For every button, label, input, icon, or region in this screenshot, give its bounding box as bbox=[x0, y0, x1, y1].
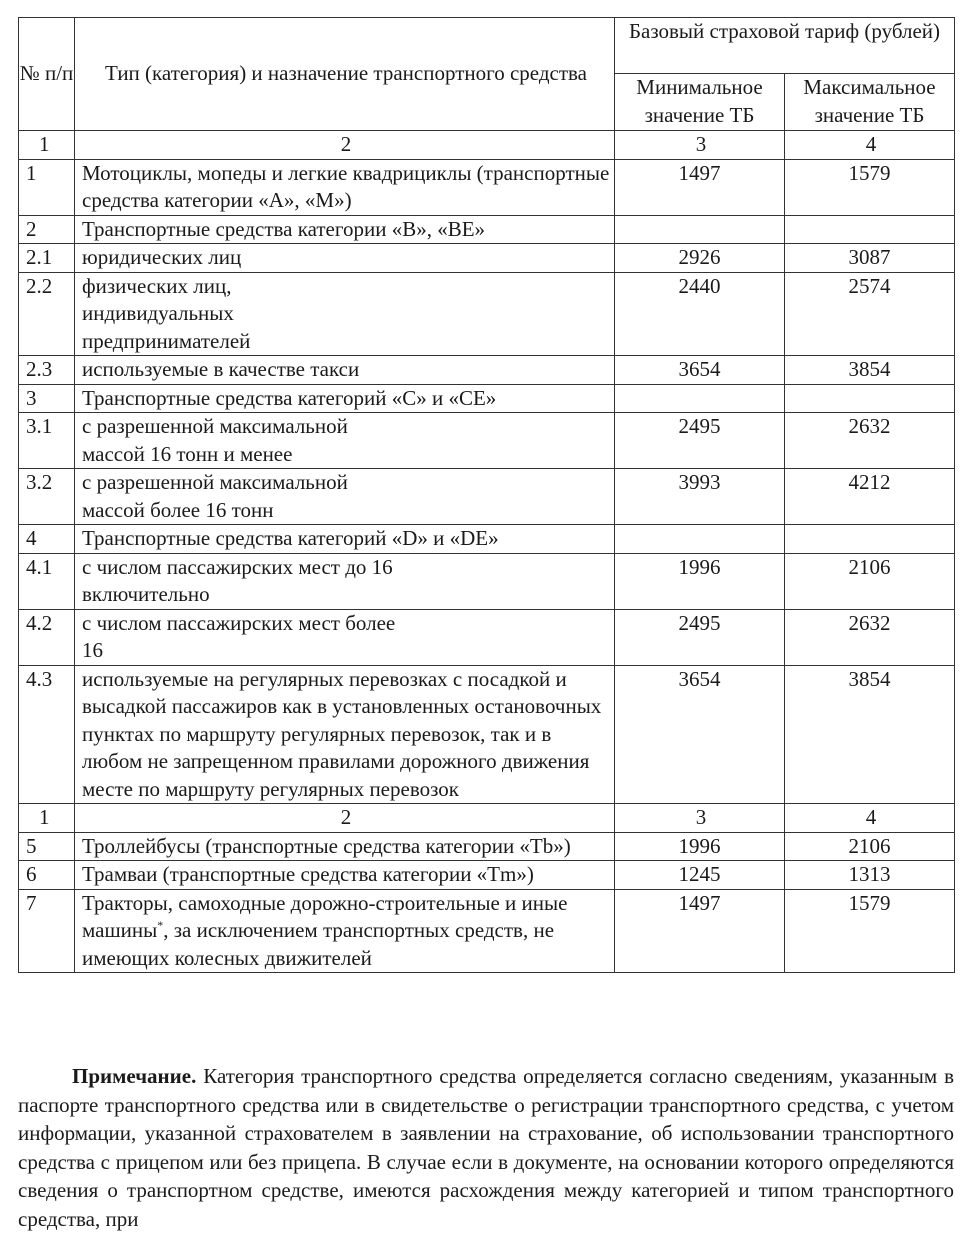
row-num: 3.2 bbox=[19, 469, 75, 525]
row-num: 3.1 bbox=[19, 413, 75, 469]
row-num: 4.1 bbox=[19, 553, 75, 609]
row-num: 1 bbox=[19, 159, 75, 215]
row-text: с числом пассажирских мест более 16 bbox=[75, 609, 615, 665]
row-num: 2 bbox=[19, 215, 75, 244]
row-min bbox=[615, 525, 785, 554]
row-text: Троллейбусы (транспортные средства категории «Tb») bbox=[75, 832, 615, 861]
row-max bbox=[785, 525, 955, 554]
colnum-3: 3 bbox=[615, 804, 785, 833]
row-text bbox=[75, 889, 615, 973]
row-max: 2106 bbox=[785, 553, 955, 609]
row-max bbox=[785, 384, 955, 413]
row-text: юридических лиц bbox=[75, 244, 615, 273]
row-max: 1579 bbox=[785, 889, 955, 973]
tariff-table bbox=[18, 17, 955, 973]
row-max: 3087 bbox=[785, 244, 955, 273]
row-min: 1996 bbox=[615, 832, 785, 861]
table-row bbox=[19, 525, 955, 554]
row-num: 4 bbox=[19, 525, 75, 554]
table-row bbox=[19, 832, 955, 861]
table-row bbox=[19, 215, 955, 244]
table-header-row bbox=[19, 18, 955, 74]
note-paragraph bbox=[18, 1062, 954, 1233]
table-row bbox=[19, 272, 955, 356]
row-num: 4.3 bbox=[19, 665, 75, 804]
row-num: 2.1 bbox=[19, 244, 75, 273]
row-min: 3993 bbox=[615, 469, 785, 525]
row-text: с числом пассажирских мест до 16 включительно bbox=[75, 553, 615, 609]
header-num: № п/п bbox=[19, 18, 75, 131]
row-text-part-b: , за исключением транспортных средств, не имеющих колесных движителей bbox=[82, 918, 555, 970]
row-min: 1996 bbox=[615, 553, 785, 609]
table-row bbox=[19, 861, 955, 890]
row-min: 2495 bbox=[615, 609, 785, 665]
row-text: Мотоциклы, мопеды и легкие квадрициклы (транспортные средства категории «А», «М») bbox=[75, 159, 615, 215]
row-min: 2926 bbox=[615, 244, 785, 273]
header-min: Минимальное значение ТБ bbox=[615, 74, 785, 131]
table-row bbox=[19, 384, 955, 413]
colnum-4: 4 bbox=[785, 131, 955, 160]
row-max: 1313 bbox=[785, 861, 955, 890]
row-max: 2632 bbox=[785, 609, 955, 665]
row-max bbox=[785, 215, 955, 244]
table-row bbox=[19, 469, 955, 525]
row-text: Транспортные средства категорий «D» и «DE» bbox=[75, 525, 615, 554]
row-min: 3654 bbox=[615, 356, 785, 385]
row-max: 3854 bbox=[785, 665, 955, 804]
row-max: 4212 bbox=[785, 469, 955, 525]
table-row bbox=[19, 609, 955, 665]
table-row bbox=[19, 889, 955, 973]
row-max: 2574 bbox=[785, 272, 955, 356]
row-num: 6 bbox=[19, 861, 75, 890]
row-text: Трамваи (транспортные средства категории «Tm») bbox=[75, 861, 615, 890]
row-text: Транспортные средства категорий «C» и «CE» bbox=[75, 384, 615, 413]
row-max: 1579 bbox=[785, 159, 955, 215]
colnum-2: 2 bbox=[75, 804, 615, 833]
row-min: 2495 bbox=[615, 413, 785, 469]
colnum-2: 2 bbox=[75, 131, 615, 160]
note-text: Категория транспортного средства определяется согласно сведениям, указанным в паспорте транспортного средства или в свидетельстве о регистрации транспортного средства, с учетом информации, указанной страхователем в заявлении на страхование, об использовании транспортного средства с прицепом или без прицепа. В случае если в документе, на основании которого определяются сведения о транспортном средстве, имеются расхождения между категорией и типом транспортного средства, при bbox=[18, 1064, 955, 1231]
row-text: используемые в качестве такси bbox=[75, 356, 615, 385]
table-row bbox=[19, 665, 955, 804]
footnote-mark: * bbox=[157, 918, 164, 932]
row-num: 7 bbox=[19, 889, 75, 973]
row-min: 1497 bbox=[615, 159, 785, 215]
table-row bbox=[19, 159, 955, 215]
header-base-tariff: Базовый страховой тариф (рублей) bbox=[615, 18, 955, 74]
table-row bbox=[19, 553, 955, 609]
row-text: физических лиц, индивидуальных предпринимателей bbox=[75, 272, 615, 356]
row-min: 1497 bbox=[615, 889, 785, 973]
row-max: 2106 bbox=[785, 832, 955, 861]
header-type: Тип (категория) и назначение транспортного средства bbox=[75, 18, 615, 131]
table-row bbox=[19, 244, 955, 273]
row-num: 2.2 bbox=[19, 272, 75, 356]
row-min: 1245 bbox=[615, 861, 785, 890]
header-max: Максимальное значение ТБ bbox=[785, 74, 955, 131]
column-number-row bbox=[19, 804, 955, 833]
colnum-4: 4 bbox=[785, 804, 955, 833]
colnum-1: 1 bbox=[19, 804, 75, 833]
row-min: 3654 bbox=[615, 665, 785, 804]
colnum-1: 1 bbox=[19, 131, 75, 160]
row-min bbox=[615, 215, 785, 244]
row-num: 4.2 bbox=[19, 609, 75, 665]
table-row bbox=[19, 413, 955, 469]
row-num: 5 bbox=[19, 832, 75, 861]
row-min bbox=[615, 384, 785, 413]
row-text: Транспортные средства категории «B», «BE» bbox=[75, 215, 615, 244]
row-num: 2.3 bbox=[19, 356, 75, 385]
row-text: используемые на регулярных перевозках с посадкой и высадкой пассажиров как в установленных остановочных пунктах по маршруту регулярных перевозок, так и в любом не запрещенном правилами дорожного движения месте по маршруту регулярных перевозок bbox=[75, 665, 615, 804]
row-text-part-a: Тракторы, самоходные дорожно-строительные и иные машины bbox=[82, 890, 568, 942]
row-max: 2632 bbox=[785, 413, 955, 469]
row-max: 3854 bbox=[785, 356, 955, 385]
table-row bbox=[19, 356, 955, 385]
row-text: с разрешенной максимальной массой 16 тонн и менее bbox=[75, 413, 615, 469]
row-min: 2440 bbox=[615, 272, 785, 356]
row-num: 3 bbox=[19, 384, 75, 413]
colnum-3: 3 bbox=[615, 131, 785, 160]
note-lead: Примечание. bbox=[72, 1064, 197, 1088]
column-number-row bbox=[19, 131, 955, 160]
row-text: с разрешенной максимальной массой более 16 тонн bbox=[75, 469, 615, 525]
